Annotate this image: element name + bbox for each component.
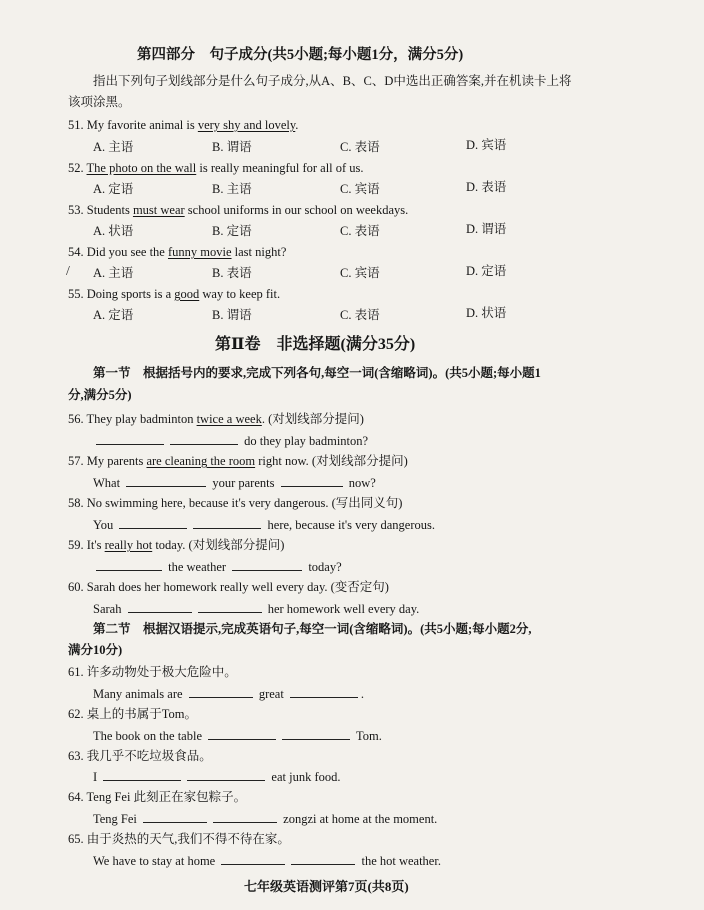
answer-64	[93, 810, 437, 827]
section2-header-line1: 第二节 根据汉语提示,完成英语句子,每空一词(含缩略词)。(共5小题;每小题2分,	[93, 622, 532, 636]
answer-blank[interactable]	[291, 852, 355, 865]
question-62	[68, 706, 197, 722]
answer-text: her homework well every day.	[267, 602, 420, 616]
question-59	[68, 537, 284, 553]
question-text-post: school uniforms in our school on weekdays.	[184, 203, 409, 217]
question-text-pre: Did you see the	[86, 245, 168, 259]
question-text-pre: My parents	[86, 454, 147, 468]
option-53-a: A. 状语	[93, 224, 134, 238]
answer-text: What	[93, 476, 121, 490]
underlined-part: funny movie	[167, 245, 232, 259]
answer-blank[interactable]	[290, 685, 358, 698]
underlined-part: really hot	[104, 538, 153, 552]
question-56	[68, 411, 364, 427]
question-text-post: right now. (对划线部分提问)	[255, 454, 408, 468]
answer-blank[interactable]	[96, 558, 162, 571]
question-text-pre: They play badminton	[86, 412, 197, 426]
option-54-b: B. 表语	[212, 266, 252, 280]
chinese-prompt: 我几乎不吃垃圾食品。	[86, 749, 212, 763]
question-text-pre: My favorite animal is	[86, 118, 198, 132]
option-55-b: B. 谓语	[212, 308, 252, 322]
answer-text: Teng Fei	[93, 812, 137, 826]
answer-63	[93, 768, 341, 785]
answer-blank[interactable]	[232, 558, 302, 571]
answer-text: now?	[348, 476, 376, 490]
answer-text: Many animals are	[93, 687, 183, 701]
question-number: 62.	[68, 707, 84, 721]
question-number: 53.	[68, 203, 84, 217]
answer-blank[interactable]	[189, 685, 253, 698]
answer-56	[93, 432, 368, 449]
answer-text: eat junk food.	[271, 770, 341, 784]
question-number: 59.	[68, 538, 84, 552]
answer-text: today?	[308, 560, 342, 574]
question-52	[68, 160, 364, 176]
answer-text: the hot weather.	[361, 854, 441, 868]
answer-text: great	[258, 687, 284, 701]
answer-57	[93, 474, 376, 491]
answer-58	[93, 516, 435, 533]
option-51-d: D. 宾语	[466, 138, 507, 152]
answer-blank[interactable]	[187, 768, 265, 781]
underlined-part: are cleaning the room	[146, 454, 256, 468]
answer-blank[interactable]	[96, 432, 164, 445]
question-60	[68, 579, 389, 595]
option-55-a: A. 定语	[93, 308, 134, 322]
answer-text: .	[360, 687, 365, 701]
chinese-prompt: 桌上的书属于Tom。	[86, 707, 197, 721]
option-53-c: C. 表语	[340, 224, 380, 238]
answer-text: You	[93, 518, 114, 532]
underlined-part: The photo on the wall	[86, 161, 197, 175]
question-text-post: .	[295, 118, 299, 132]
question-number: 61.	[68, 665, 84, 679]
question-number: 65.	[68, 832, 84, 846]
question-53	[68, 202, 408, 218]
part4-title: 第四部分 句子成分(共5小题;每小题1分，满分5分)	[137, 47, 464, 63]
option-53-d: D. 谓语	[466, 222, 507, 236]
question-61	[68, 664, 237, 680]
option-52-a: A. 定语	[93, 182, 134, 196]
question-text-pre: Doing sports is a	[86, 287, 175, 301]
question-number: 58.	[68, 496, 84, 510]
answer-text: here, because it's very dangerous.	[267, 518, 435, 532]
option-51-a: A. 主语	[93, 140, 134, 154]
question-number: 57.	[68, 454, 84, 468]
answer-blank[interactable]	[221, 852, 285, 865]
option-52-c: C. 宾语	[340, 182, 380, 196]
answer-text: The book on the table	[93, 729, 202, 743]
question-text-post: is really meaningful for all of us.	[196, 161, 364, 175]
question-number: 52.	[68, 161, 84, 175]
question-number: 51.	[68, 118, 84, 132]
question-54	[68, 244, 286, 260]
part4-instruction-line1: 指出下列句子划线部分是什么句子成分,从A、B、C、D中选出正确答案,并在机读卡上将	[93, 74, 572, 88]
question-57	[68, 453, 408, 469]
section2-header-line2: 满分10分)	[68, 643, 123, 657]
option-55-c: C. 表语	[340, 308, 380, 322]
question-text-post: . (对划线部分提问)	[261, 412, 364, 426]
answer-text: Sarah	[93, 602, 122, 616]
option-54-c: C. 宾语	[340, 266, 380, 280]
answer-blank[interactable]	[119, 516, 187, 529]
answer-60	[93, 600, 419, 617]
question-58	[68, 495, 402, 511]
underlined-part: must wear	[132, 203, 185, 217]
question-63	[68, 748, 212, 764]
question-number: 56.	[68, 412, 84, 426]
question-text-post: way to keep fit.	[199, 287, 281, 301]
chinese-prompt: Teng Fei 此刻正在家包粽子。	[86, 790, 247, 804]
answer-blank[interactable]	[170, 432, 238, 445]
answer-blank[interactable]	[213, 810, 277, 823]
answer-blank[interactable]	[208, 727, 276, 740]
option-52-b: B. 主语	[212, 182, 252, 196]
part4-instruction-line2: 该项涂黑。	[68, 95, 131, 109]
option-55-d: D. 状语	[466, 306, 507, 320]
question-number: 63.	[68, 749, 84, 763]
answer-blank[interactable]	[193, 516, 261, 529]
answer-blank[interactable]	[143, 810, 207, 823]
question-number: 64.	[68, 790, 84, 804]
pencil-mark-icon: /	[66, 264, 70, 279]
volume2-title: 第Ⅱ卷 非选择题(满分35分)	[215, 336, 416, 353]
question-51	[68, 117, 298, 133]
answer-blank[interactable]	[281, 474, 343, 487]
question-55	[68, 286, 280, 302]
underlined-part: twice a week	[196, 412, 262, 426]
question-text-pre: Students	[86, 203, 133, 217]
section1-header-line2: 分,满分5分)	[68, 388, 132, 402]
option-54-a: A. 主语	[93, 266, 134, 280]
option-54-d: D. 定语	[466, 264, 507, 278]
answer-text: Tom.	[356, 729, 382, 743]
answer-blank[interactable]	[128, 600, 192, 613]
page-footer: 七年级英语测评第7页(共8页)	[244, 879, 409, 894]
answer-text: We have to stay at home	[93, 854, 216, 868]
answer-blank[interactable]	[103, 768, 181, 781]
option-51-b: B. 谓语	[212, 140, 252, 154]
answer-blank[interactable]	[282, 727, 350, 740]
chinese-prompt: 由于炎热的天气,我们不得不待在家。	[86, 832, 290, 846]
answer-61	[93, 685, 364, 702]
question-text: No swimming here, because it's very dangerous. (写出同义句)	[86, 496, 403, 510]
question-number: 54.	[68, 245, 84, 259]
answer-text: I	[93, 770, 98, 784]
underlined-part: very shy and lovely	[197, 118, 296, 132]
question-text: Sarah does her homework really well every day. (变否定句)	[86, 580, 389, 594]
answer-blank[interactable]	[126, 474, 206, 487]
answer-text: do they play badminton?	[244, 434, 369, 448]
answer-65	[93, 852, 441, 869]
section1-header-line1: 第一节 根据括号内的要求,完成下列各句,每空一词(含缩略词)。(共5小题;每小题1	[93, 366, 541, 380]
chinese-prompt: 许多动物处于极大危险中。	[86, 665, 237, 679]
answer-59	[93, 558, 342, 575]
answer-62	[93, 727, 382, 744]
question-text-pre: It's	[86, 538, 105, 552]
answer-text: your parents	[212, 476, 275, 490]
question-number: 55.	[68, 287, 84, 301]
option-53-b: B. 定语	[212, 224, 252, 238]
question-text-post: today. (对划线部分提问)	[152, 538, 285, 552]
underlined-part: good	[174, 287, 200, 301]
question-text-post: last night?	[231, 245, 287, 259]
answer-text: zongzi at home at the moment.	[283, 812, 438, 826]
answer-text: the weather	[168, 560, 227, 574]
answer-blank[interactable]	[198, 600, 262, 613]
question-64	[68, 789, 246, 805]
option-51-c: C. 表语	[340, 140, 380, 154]
option-52-d: D. 表语	[466, 180, 507, 194]
question-65	[68, 831, 290, 847]
question-number: 60.	[68, 580, 84, 594]
